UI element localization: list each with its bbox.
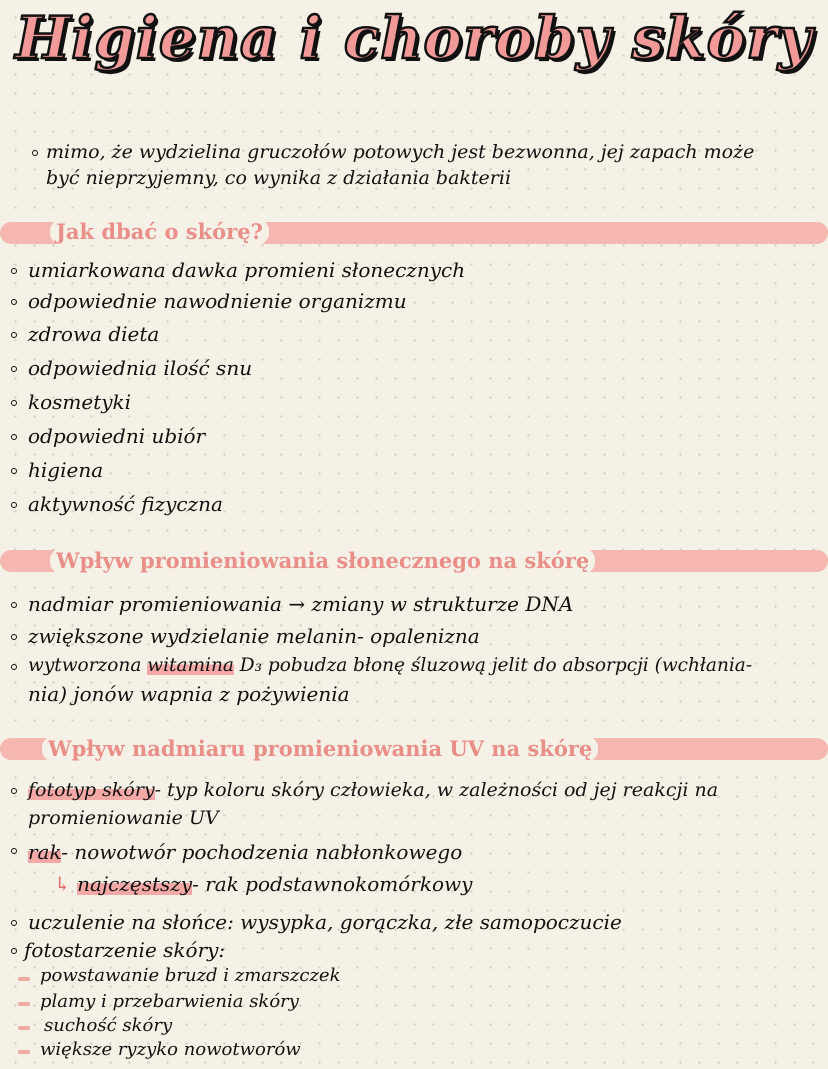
bullet-icon <box>11 299 17 305</box>
bullet-icon <box>11 664 17 670</box>
bullet-icon <box>11 920 17 926</box>
uv-item-1 <box>28 778 718 802</box>
section-heading-sun: Wpływ promieniowania słonecznego na skórę <box>50 548 595 574</box>
bullet-icon <box>11 434 17 440</box>
uv-item-1-line-2: promieniowanie UV <box>28 807 219 829</box>
sub-arrow-icon: ↳ <box>54 872 71 896</box>
highlight-cancer: rak <box>28 840 62 864</box>
bullet-icon <box>11 602 17 608</box>
dash-icon <box>18 1026 30 1030</box>
list-item: zdrowa dieta <box>28 322 160 346</box>
bullet-icon <box>11 948 17 954</box>
list-item: higiena <box>28 458 104 482</box>
highlight-vitamin: witamina <box>147 655 234 676</box>
section-heading-care: Jak dbać o skórę? <box>50 219 269 245</box>
bullet-icon <box>11 502 17 508</box>
arrow-right-icon: → <box>288 592 306 616</box>
bullet-icon <box>11 332 17 338</box>
sun-item-1 <box>28 592 573 616</box>
bullet-icon <box>11 634 17 640</box>
page-title: Higiena i choroby skóry <box>15 4 813 72</box>
highlight-most-common: najczęstszy <box>77 872 193 896</box>
bullet-icon <box>11 366 17 372</box>
sun-item-3-pre: wytworzona <box>28 655 142 676</box>
sun-item-2: zwiększone wydzielanie melanin- opalenizna <box>28 624 480 648</box>
uv-item-3: uczulenie na słońce: wysypka, gorączka, złe samopoczucie <box>28 910 622 934</box>
intro-line-1: mimo, że wydzielina gruczołów potowych jest bezwonna, jej zapach może <box>46 141 755 163</box>
list-item: odpowiednie nawodnienie organizmu <box>28 289 407 313</box>
sun-item-1-cause: nadmiar promieniowania <box>28 592 282 616</box>
dash-icon <box>18 977 30 981</box>
uv-item-2 <box>28 840 462 864</box>
list-item: kosmetyki <box>28 390 132 414</box>
uv-item-2-sub-post: - rak podstawnokomórkowy <box>192 872 473 896</box>
list-item: suchość skóry <box>44 1015 173 1036</box>
list-item: odpowiednia ilość snu <box>28 356 253 380</box>
sun-item-3 <box>28 654 752 678</box>
sun-item-1-effect: zmiany w strukturze DNA <box>311 592 574 616</box>
section-heading-uv: Wpływ nadmiaru promieniowania UV na skórę <box>42 736 598 762</box>
sun-item-3-post: D₃ pobudza błonę śluzową jelit do absorpcji (wchłania- <box>239 655 753 676</box>
list-item: plamy i przebarwienia skóry <box>40 991 299 1012</box>
intro-line-2: być nieprzyjemny, co wynika z działania bakterii <box>46 167 512 189</box>
dash-icon <box>18 1002 30 1006</box>
bullet-icon <box>11 788 17 794</box>
uv-item-2-post: - nowotwór pochodzenia nabłonkowego <box>61 840 463 864</box>
list-item: umiarkowana dawka promieni słonecznych <box>28 258 466 282</box>
list-item: aktywność fizyczna <box>28 492 223 516</box>
bullet-icon <box>11 268 17 274</box>
bullet-icon <box>11 400 17 406</box>
uv-item-1-post: - typ koloru skóry człowieka, w zależności od jej reakcji na <box>154 779 719 801</box>
sun-item-3-line-2: nia) jonów wapnia z pożywienia <box>28 682 350 706</box>
bullet-icon <box>32 150 38 156</box>
uv-item-2-sub <box>54 872 472 896</box>
bullet-icon <box>11 848 17 854</box>
uv-item-4: fotostarzenie skóry: <box>24 938 226 962</box>
list-item: powstawanie bruzd i zmarszczek <box>40 965 341 986</box>
dash-icon <box>18 1050 30 1054</box>
list-item: większe ryzyko nowotworów <box>40 1039 301 1060</box>
highlight-phototype: fototyp skóry <box>28 779 155 801</box>
list-item: odpowiedni ubiór <box>28 424 206 448</box>
bullet-icon <box>11 468 17 474</box>
